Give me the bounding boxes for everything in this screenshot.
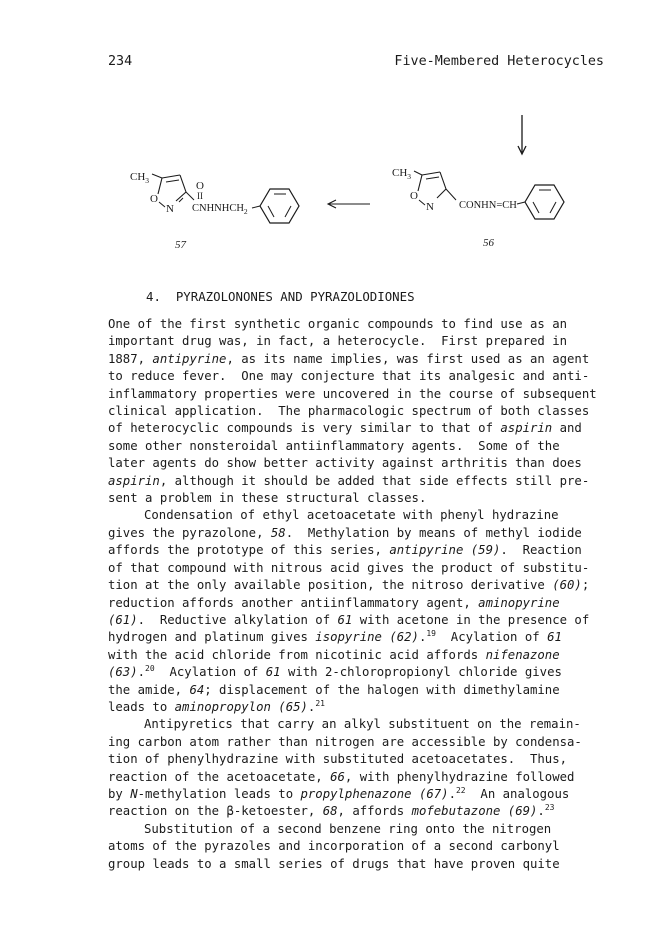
text-line — [108, 838, 628, 855]
citation-superscript: 20 — [145, 664, 155, 674]
section-heading: 4. PYRAZOLONONES AND PYRAZOLODIONES — [146, 289, 415, 304]
text-run: with the acid chloride from nicotinic acid affords — [108, 647, 486, 662]
text-run: 1887, — [108, 351, 153, 366]
citation-superscript: 21 — [315, 698, 325, 708]
hydrazone-chain-label: CONHN=CH — [459, 200, 517, 211]
compound-number-56: 56 — [483, 237, 494, 249]
text-run: inflammatory properties were uncovered in the course of subsequent — [108, 386, 597, 401]
italic-term: 61 — [265, 665, 281, 680]
text-line — [108, 386, 628, 403]
text-run: tion of phenylhydrazine with substituted acetoacetates. Thus, — [108, 752, 568, 767]
carbonyl-double-bond: II — [197, 191, 203, 201]
text-run: sent a problem in these structural classes. — [108, 491, 427, 506]
page-number: 234 — [108, 54, 133, 69]
compound-number-57: 57 — [175, 239, 186, 251]
italic-term: 58 — [270, 525, 286, 540]
text-line — [108, 560, 628, 577]
text-run: . — [448, 786, 456, 801]
text-line — [108, 490, 628, 507]
reaction-arrow — [328, 200, 370, 208]
text-line — [108, 647, 628, 664]
text-line — [108, 751, 628, 768]
italic-term: 66 — [330, 769, 345, 784]
text-line — [108, 769, 628, 786]
text-run: , with phenylhydrazine followed — [344, 769, 575, 784]
text-run: . — [307, 699, 316, 714]
italic-term: nifenazone — [485, 647, 560, 662]
citation-superscript: 19 — [426, 629, 436, 639]
text-run: group leads to a small series of drugs that have proven quite — [108, 856, 560, 871]
text-line — [108, 716, 628, 733]
italic-term: (60) — [552, 578, 582, 593]
italic-term: propylphenazone (67) — [300, 786, 449, 801]
italic-term: aspirin — [500, 421, 553, 436]
text-run: of that compound with nitrous acid gives the product of substitu- — [108, 560, 590, 575]
carbonyl-oxygen-label: O — [196, 180, 204, 192]
italic-term: aspirin — [108, 473, 160, 488]
text-line — [108, 595, 628, 612]
text-run: some other nonsteroidal antiinflammatory agents. Some of the — [108, 438, 560, 453]
text-line — [108, 682, 628, 699]
italic-term: antipyrine — [152, 351, 227, 366]
text-line — [108, 612, 628, 629]
text-line — [108, 368, 628, 385]
text-run: with acetone in the presence of — [352, 612, 590, 627]
text-run: ; displacement of the halogen with dimethylamine — [204, 682, 560, 697]
italic-term: N — [130, 786, 138, 801]
italic-term: isopyrine (62) — [315, 630, 419, 645]
text-run: of heterocyclic compounds is very similar to that of — [108, 421, 501, 436]
text-run: tion at the only available position, the nitroso derivative — [108, 578, 553, 593]
text-run: ing carbon atom rather than nitrogen are accessible by condensa- — [108, 734, 582, 749]
text-line — [108, 821, 628, 838]
text-run: . Methylation by means of methyl iodide — [285, 525, 582, 540]
text-line — [108, 403, 628, 420]
text-line — [108, 438, 628, 455]
text-run: affords the prototype of this series, — [108, 543, 390, 558]
italic-term: 61 — [337, 612, 353, 627]
italic-term: 64 — [189, 682, 205, 697]
text-line — [108, 577, 628, 594]
text-line — [108, 629, 628, 646]
text-run: gives the pyrazolone, — [108, 525, 271, 540]
text-run: . — [418, 630, 427, 645]
text-run: Condensation of ethyl acetoacetate with phenyl hydrazine — [144, 508, 559, 523]
text-run: , affords — [337, 804, 412, 819]
text-run: to reduce fever. One may conjecture that its analgesic and anti- — [108, 369, 590, 384]
italic-term: 61 — [547, 630, 562, 645]
text-run: the amide, — [108, 682, 190, 697]
text-run: Acylation of — [436, 630, 548, 645]
text-run: . Reaction — [500, 543, 582, 558]
page-header — [108, 50, 604, 70]
text-run: , although it should be added that side effects still pre- — [159, 473, 590, 488]
italic-term: 68 — [322, 804, 338, 819]
text-line — [108, 856, 628, 873]
text-run: later agents do show better activity against arthritis than does — [108, 456, 582, 471]
incoming-arrow — [518, 115, 526, 154]
italic-term: mofebutazone (69) — [411, 804, 538, 819]
italic-term: aminopyrine — [478, 595, 560, 610]
body-text — [108, 316, 628, 873]
italic-term: aminopropylon (65) — [174, 699, 308, 714]
text-line — [108, 664, 628, 681]
text-line — [108, 525, 628, 542]
text-run: . — [137, 665, 146, 680]
reaction-scheme — [100, 110, 600, 260]
text-run: reaction of the acetoacetate, — [108, 769, 331, 784]
text-line — [108, 699, 628, 716]
text-run: ; — [581, 578, 590, 593]
ring-oxygen-label-right: O — [410, 190, 418, 202]
text-run: One of the first synthetic organic compounds to find use as an — [108, 317, 568, 331]
text-run: leads to — [108, 699, 175, 714]
text-run: reduction affords another antiinflammatory agent, — [108, 595, 479, 610]
italic-term: (63) — [108, 665, 138, 680]
text-line — [108, 803, 628, 820]
text-run: atoms of the pyrazoles and incorporation of a second carbonyl — [108, 839, 560, 854]
text-line — [108, 473, 628, 490]
text-line — [108, 507, 628, 524]
compound-57-structure — [130, 171, 299, 251]
methyl-label-right: $CH_3$ — [392, 167, 412, 181]
citation-superscript: 23 — [544, 803, 555, 813]
text-line — [108, 333, 628, 350]
text-line — [108, 351, 628, 368]
text-run: clinical application. The pharmacologic spectrum of both classes — [108, 404, 590, 419]
ring-nitrogen-label: N — [166, 203, 174, 215]
text-run: hydrogen and platinum gives — [108, 630, 316, 645]
text-run: Antipyretics that carry an alkyl substituent on the remain- — [144, 717, 581, 732]
text-run: . — [537, 804, 545, 819]
text-run: Substitution of a second benzene ring onto the nitrogen — [144, 821, 552, 836]
ring-nitrogen-label-right: N — [426, 201, 434, 213]
text-line — [108, 786, 628, 803]
text-run: An analogous — [465, 786, 570, 801]
compound-56-structure — [392, 167, 564, 249]
text-run: important drug was, in fact, a heterocycle. First prepared in — [108, 334, 568, 349]
italic-term: (61) — [108, 612, 138, 627]
text-run: reaction on the β-ketoester, — [108, 804, 323, 819]
running-title: Five-Membered Heterocycles — [394, 54, 604, 69]
text-line — [108, 316, 628, 333]
text-run: and — [552, 421, 582, 436]
text-run: , as its name implies, was first used as an agent — [226, 351, 590, 366]
text-run: with 2-chloropropionyl chloride gives — [280, 665, 562, 680]
citation-superscript: 22 — [455, 785, 466, 795]
text-run: Acylation of — [154, 665, 266, 680]
text-line — [108, 420, 628, 437]
hydrazide-chain-label: $CNHNHCH_2$ — [192, 203, 248, 216]
text-run: by — [108, 786, 131, 801]
reaction-scheme-drawing — [100, 110, 600, 260]
italic-term: antipyrine (59) — [389, 543, 501, 558]
text-run: . Reductive alkylation of — [137, 612, 338, 627]
text-line — [108, 734, 628, 751]
methyl-label: $CH_3$ — [130, 171, 150, 185]
text-run: -methylation leads to — [137, 786, 301, 801]
text-line — [108, 455, 628, 472]
text-line — [108, 542, 628, 559]
ring-oxygen-label: O — [150, 193, 158, 205]
